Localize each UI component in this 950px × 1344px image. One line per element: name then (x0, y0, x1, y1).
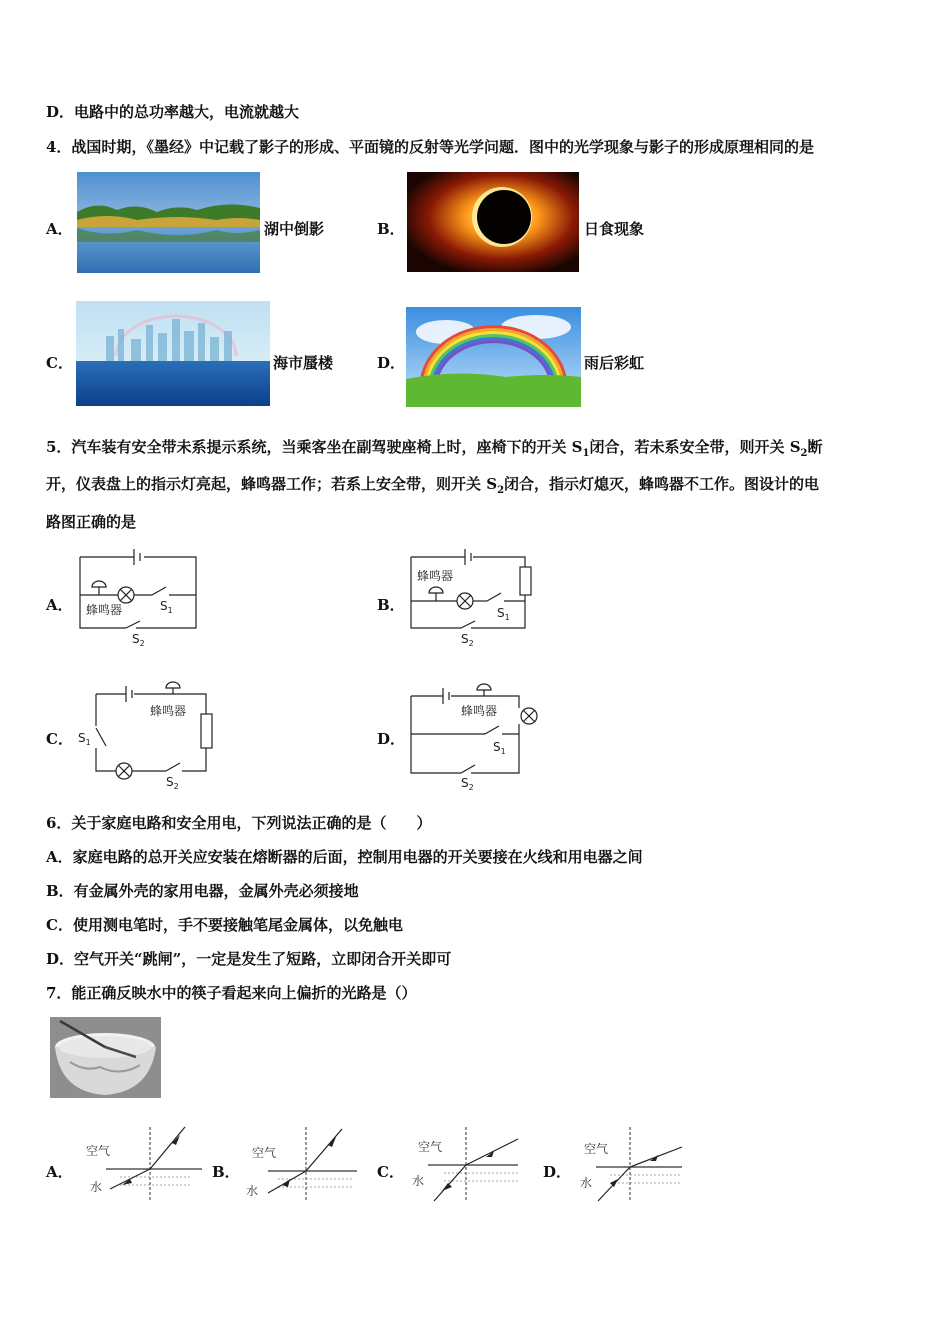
diagram-b-air-label: 空气 (252, 1146, 277, 1160)
refraction-diagram-b (242, 1125, 367, 1205)
circuit-diagram-c (74, 678, 219, 790)
q4-option-d-letter: D． (377, 354, 406, 372)
q3-option-d: D．电路中的总功率越大，电流就越大 (46, 103, 300, 121)
circuit-b-buzzer-label: 蜂鸣器 (417, 569, 454, 583)
diagram-a-water-label: 水 (90, 1180, 103, 1194)
q5-option-b-letter: B． (377, 596, 405, 614)
circuit-diagram-d (405, 678, 545, 790)
q6-option-a: A．家庭电路的总开关应安装在熔断器的后面，控制用电器的开关要接在火线和用电器之间 (46, 848, 643, 866)
q7-option-a-letter: A． (46, 1163, 73, 1181)
q7-option-b-letter: B． (212, 1163, 240, 1181)
circuit-d-s2-label: $S_2$ (461, 776, 474, 790)
q4-option-d-caption: 雨后彩虹 (584, 354, 645, 372)
circuit-c-buzzer-label: 蜂鸣器 (150, 704, 187, 718)
refraction-diagram-d (574, 1125, 699, 1205)
refraction-diagram-a (80, 1125, 205, 1205)
q6-option-b: B．有金属外壳的家用电器，金属外壳必须接地 (46, 882, 359, 900)
circuit-a-s2-label: $S_2$ (132, 632, 145, 648)
diagram-c-water-label: 水 (412, 1174, 425, 1188)
circuit-diagram-b (405, 543, 540, 648)
q6-option-d: D．空气开关“跳闸”，一定是发生了短路，立即闭合开关即可 (46, 950, 452, 968)
diagram-c-air-label: 空气 (418, 1140, 443, 1154)
q4-option-a-caption: 湖中倒影 (264, 220, 325, 238)
q7-stem: 7．能正确反映水中的筷子看起来向上偏折的光路是（） (46, 984, 417, 1002)
q5-option-c-letter: C． (46, 730, 73, 748)
q5-stem-line3: 路图正确的是 (46, 513, 137, 531)
circuit-a-buzzer-label: 蜂鸣器 (86, 603, 123, 617)
lake-reflection-image (77, 172, 260, 273)
q5-option-a-letter: A． (46, 596, 73, 614)
circuit-a-s1-label: $S_1$ (160, 599, 173, 615)
solar-eclipse-image (407, 172, 579, 272)
q6-option-c: C．使用测电笔时，手不要接触笔尾金属体，以免触电 (46, 916, 403, 934)
diagram-d-air-label: 空气 (584, 1142, 609, 1156)
circuit-b-s1-label: $S_1$ (497, 606, 510, 622)
q5-option-d-letter: D． (377, 730, 406, 748)
q4-option-c-letter: C． (46, 354, 73, 372)
diagram-d-water-label: 水 (580, 1176, 593, 1190)
rainbow-image (406, 307, 581, 407)
circuit-d-s1-label: $S_1$ (493, 740, 506, 756)
diagram-b-water-label: 水 (246, 1184, 259, 1198)
q6-stem: 6．关于家庭电路和安全用电，下列说法正确的是（ ） (46, 814, 432, 832)
refraction-diagram-c (408, 1125, 533, 1205)
q4-option-b-caption: 日食现象 (584, 220, 645, 238)
circuit-c-s1-label: $S_1$ (78, 731, 91, 747)
q7-option-c-letter: C． (377, 1163, 404, 1181)
circuit-b-s2-label: $S_2$ (461, 632, 474, 648)
q4-option-b-letter: B． (377, 220, 405, 238)
q4-stem: 4．战国时期，《墨经》中记载了影子的形成、平面镜的反射等光学问题．图中的光学现象与影子的形成原理相同的是 (46, 138, 814, 156)
q4-option-c-caption: 海市蜃楼 (273, 354, 334, 372)
chopsticks-in-bowl-photo (50, 1017, 161, 1098)
circuit-diagram-a (74, 543, 204, 648)
q4-option-a-letter: A． (46, 220, 73, 238)
diagram-a-air-label: 空气 (86, 1144, 111, 1158)
circuit-d-buzzer-label: 蜂鸣器 (461, 704, 498, 718)
q5-stem-line2: 开，仪表盘上的指示灯亮起，蜂鸣器工作；若系上安全带，则开关 $S_2$闭合，指示灯熄灭，蜂鸣器不工作。图设计的电 (46, 475, 820, 496)
q5-stem-line1: 5．汽车装有安全带未系提示系统，当乘客坐在副驾驶座椅上时，座椅下的开关 $S_1$闭合，若未系安全带，则开关 $S_2$断 (46, 438, 823, 459)
mirage-image (76, 301, 270, 406)
circuit-c-s2-label: $S_2$ (166, 775, 179, 790)
q7-option-d-letter: D． (543, 1163, 572, 1181)
